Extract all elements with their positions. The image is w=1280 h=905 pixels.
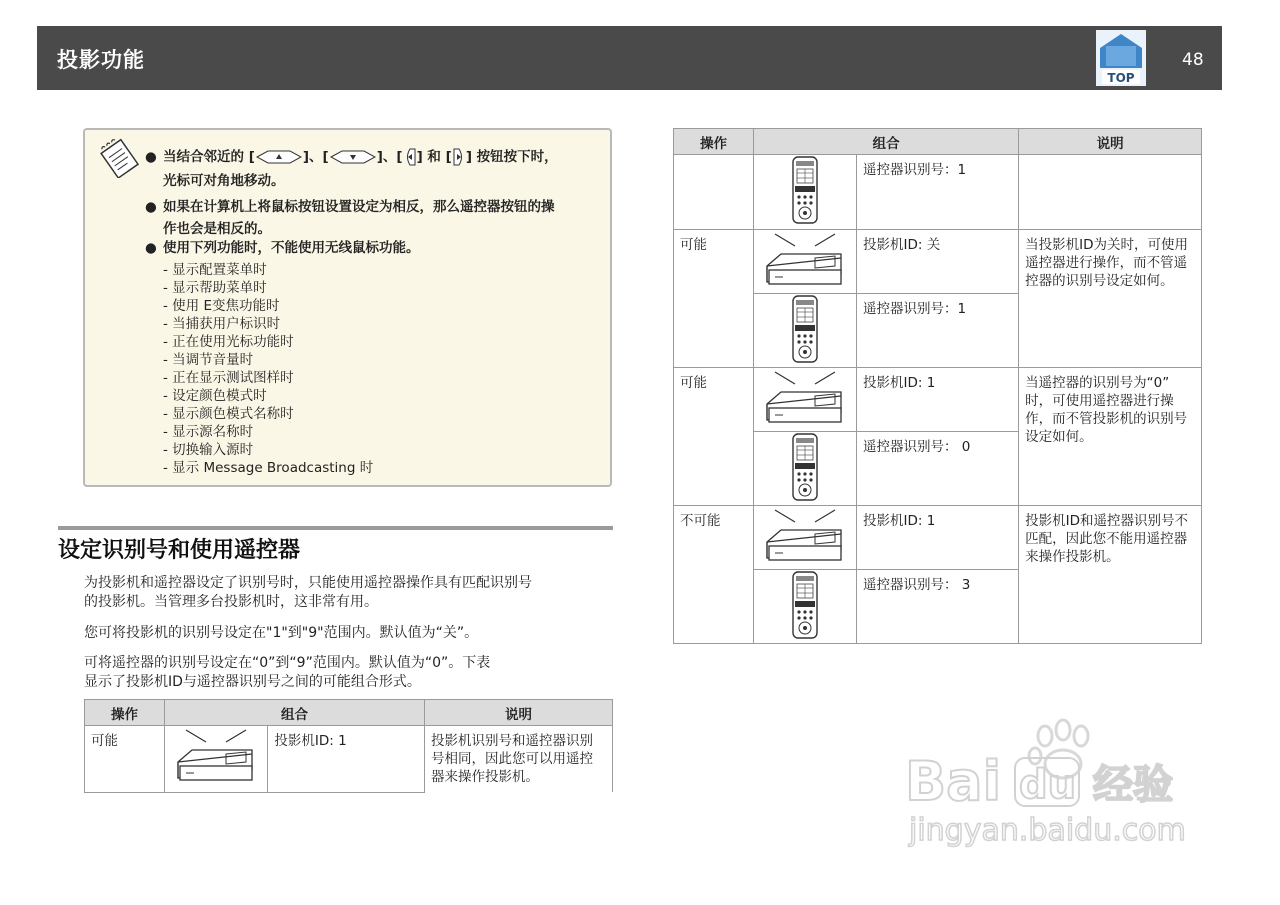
down-button-icon <box>330 150 376 164</box>
table-cell-operation: 可能 <box>85 726 165 793</box>
projector-image <box>754 506 857 570</box>
left-button-icon <box>404 148 416 166</box>
table-cell-combination: 遥控器识别号：1 <box>857 294 1019 368</box>
table-cell-combination: 投影机ID: 1 <box>857 506 1019 570</box>
remote-image <box>754 432 857 506</box>
projector-image <box>165 726 268 793</box>
projector-image <box>754 230 857 294</box>
table-cell-combination: 遥控器识别号：1 <box>857 155 1019 230</box>
note-list-item: - 显示配置菜单时 <box>163 262 267 278</box>
svg-text:经验: 经验 <box>1093 762 1173 808</box>
table-cell-combination: 投影机ID: 1 <box>857 368 1019 432</box>
header-combination: 组合 <box>754 129 1019 155</box>
table-cell-combination: 投影机ID: 关 <box>857 230 1019 294</box>
header-combination: 组合 <box>165 700 425 726</box>
svg-text:jingyan.baidu.com: jingyan.baidu.com <box>909 813 1186 848</box>
note-list-item: - 使用 E变焦功能时 <box>163 298 280 314</box>
section-divider <box>58 526 613 530</box>
right-button-icon <box>453 148 465 166</box>
note-list-item: - 正在使用光标功能时 <box>163 334 294 350</box>
combination-table-left <box>84 699 613 793</box>
note-bullet-1: ● 当结合邻近的 [ ]、[ ]、[ ] 和 [ ] 按钮按下时， <box>145 149 558 165</box>
header-description: 说明 <box>1019 129 1202 155</box>
header-operation: 操作 <box>674 129 754 155</box>
note-list-item: - 当调节音量时 <box>163 352 254 368</box>
notepad-icon <box>99 138 139 178</box>
table-cell-description: 当投影机ID为关时，可使用 遥控器进行操作，而不管遥 控器的识别号设定如何。 <box>1019 230 1202 368</box>
page-number: 48 <box>1182 50 1204 70</box>
note-list-item: - 显示源名称时 <box>163 424 254 440</box>
note-list-item: - 显示 Message Broadcasting 时 <box>163 460 374 476</box>
header-description: 说明 <box>425 700 613 726</box>
projector-image <box>754 368 857 432</box>
table-cell-operation: 不可能 <box>674 506 754 644</box>
table-cell-operation <box>674 155 754 230</box>
note-list-item: - 当捕获用户标识时 <box>163 316 281 332</box>
note-bullet-2: ● 如果在计算机上将鼠标按钮设置设定为相反，那么遥控器按钮的操 作也会是相反的。 <box>145 199 555 237</box>
remote-image <box>754 294 857 368</box>
up-button-icon <box>256 150 302 164</box>
note-box <box>83 128 612 487</box>
note-bullet-1-cont: 光标可对角地移动。 <box>163 173 285 189</box>
paragraph-2: 您可将投影机的识别号设定在"1"到"9"范围内。默认值为“关”。 <box>84 625 479 641</box>
note-list-item: - 设定颜色模式时 <box>163 388 267 404</box>
table-cell-operation: 可能 <box>674 368 754 506</box>
table-cell-operation: 可能 <box>674 230 754 368</box>
combination-table-right <box>673 128 1202 644</box>
table-cell-description <box>1019 155 1202 230</box>
top-button[interactable] <box>1096 30 1146 86</box>
table-cell-description: 投影机识别号和遥控器识别 号相同，因此您可以用遥控 器来操作投影机。 <box>425 726 613 793</box>
svg-text:du: du <box>1019 762 1077 808</box>
table-cell-combination: 遥控器识别号： 3 <box>857 570 1019 644</box>
note-list-item: - 显示颜色模式名称时 <box>163 406 294 422</box>
top-label: TOP <box>1107 71 1135 85</box>
table-cell-combination: 遥控器识别号： 0 <box>857 432 1019 506</box>
remote-image <box>754 570 857 644</box>
svg-text:Bai: Bai <box>905 750 1002 813</box>
page-header <box>37 26 1222 90</box>
paragraph-3: 可将遥控器的识别号设定在“0”到“9”范围内。默认值为“0”。下表 显示了投影机ID与遥控器识别号之间的可能组合形式。 <box>84 655 491 690</box>
note-list-item: - 正在显示测试图样时 <box>163 370 294 386</box>
page-title: 投影功能 <box>57 48 145 72</box>
note-list-item: - 切换输入源时 <box>163 442 254 458</box>
paragraph-1: 为投影机和遥控器设定了识别号时，只能使用遥控器操作具有匹配识别号 的投影机。当管理多台投影机时，这非常有用。 <box>84 575 532 610</box>
note-bullet-3: ● 使用下列功能时，不能使用无线鼠标功能。 <box>145 240 420 256</box>
table-cell-description: 投影机ID和遥控器识别号不 匹配，因此您不能用遥控器 来操作投影机。 <box>1019 506 1202 644</box>
remote-image <box>754 155 857 230</box>
header-operation: 操作 <box>85 700 165 726</box>
baidu-watermark <box>905 700 1215 860</box>
table-cell-combination: 投影机ID: 1 <box>268 726 425 793</box>
table-cell-description: 当遥控器的识别号为“0” 时，可使用遥控器进行操 作，而不管投影机的识别号 设定如何。 <box>1019 368 1202 506</box>
section-title: 设定识别号和使用遥控器 <box>58 538 301 563</box>
note-list-item: - 显示帮助菜单时 <box>163 280 267 296</box>
